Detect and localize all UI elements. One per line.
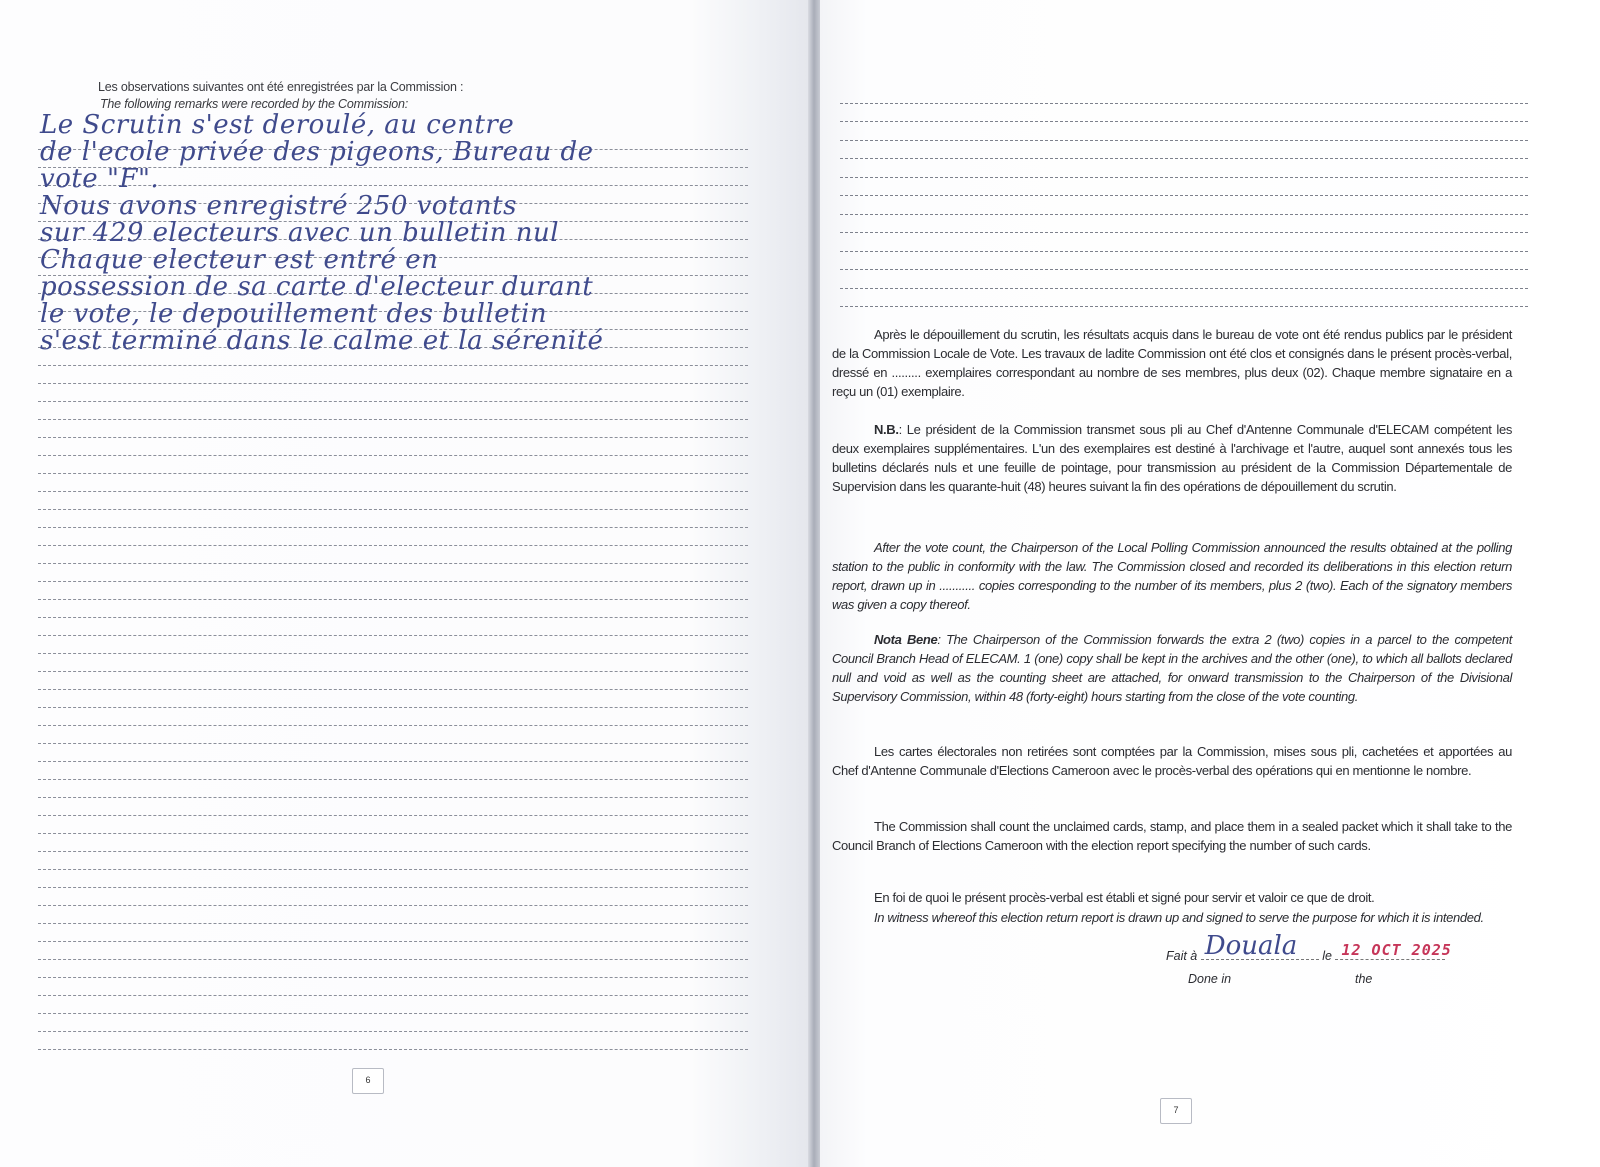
ruled-line [840, 104, 1528, 123]
paragraph-results-en: After the vote count, the Chairperson of the Local Polling Commission announced the results obtained at the polling station to the public in conformity with the law. The Commission closed and recorded its deliberations in this election return report, drawn up in ........... copies corresponding to the number of its members, plus 2 (two). Each of the signatory members was given a copy thereof. [832, 540, 1512, 612]
remarks-heading-fr: Les observations suivantes ont été enregistrées par la Commission : [98, 80, 464, 94]
ruled-line [840, 159, 1528, 178]
ruled-line [38, 618, 748, 636]
ruled-line [38, 672, 748, 690]
ruled-line [38, 690, 748, 708]
ruled-line [38, 726, 748, 744]
ruled-line [38, 510, 748, 528]
paragraph-witness-en: In witness whereof this election return report is drawn up and signed to serve the purpose for which it is intended. [874, 910, 1484, 925]
handwritten-line: Nous avons enregistré 250 votants [40, 191, 517, 221]
ruled-line [38, 708, 748, 726]
date-stamp: 12 OCT 2025 [1341, 941, 1452, 959]
ruled-line [38, 942, 748, 960]
fait-a-label: Fait à [1166, 949, 1198, 963]
ruled-line [840, 122, 1528, 141]
ruled-line [840, 215, 1528, 234]
ruled-line [840, 196, 1528, 215]
book-gutter [808, 0, 820, 1167]
ruled-line [840, 141, 1528, 160]
ruled-line [38, 870, 748, 888]
ruled-line [38, 420, 748, 438]
ruled-line [38, 456, 748, 474]
ruled-line [38, 528, 748, 546]
date-field [1335, 941, 1452, 960]
paragraph-cards-fr: Les cartes électorales non retirées sont comptées par la Commission, mises sous pli, cachetées et apportées au Chef d'Antenne Communale d'Elections Cameroon avec le procès-verbal des opérations qui en mentionne le nombre. [832, 744, 1512, 778]
right-ruled-lines [840, 85, 1528, 307]
handwritten-line: sur 429 electeurs avec un bulletin nul [40, 218, 560, 248]
ruled-line [38, 960, 748, 978]
ruled-line [38, 582, 748, 600]
ruled-line [38, 438, 748, 456]
page-number-right: 7 [1160, 1098, 1192, 1124]
ruled-line [38, 762, 748, 780]
ruled-line [38, 1032, 748, 1050]
ruled-line [38, 384, 748, 402]
paragraph-nota-bene-en: Nota Bene: The Chairperson of the Commission forwards the extra 2 (two) copies in a parcel to the competent Council Branch Head of ELECAM. 1 (one) copy shall be kept in the archives and the other (one), to which all ballots declared null and void as well as the counting sheet are attached, for onward transmission to the Chairperson of the Divisional Supervisory Commission, within 48 (forty-eight) hours starting from the close of the vote counting. [832, 632, 1512, 704]
ruled-line [38, 402, 748, 420]
handwritten-line: s'est terminé dans le calme et la sérenité [40, 326, 604, 356]
ruled-line [38, 744, 748, 762]
le-label: le [1322, 949, 1332, 963]
ruled-line [840, 233, 1528, 252]
ruled-line [38, 474, 748, 492]
paragraph-cards-en: The Commission shall count the unclaimed cards, stamp, and place them in a sealed packet which it shall take to the Council Branch of Elections Cameroon with the election report specifying the number of such cards. [832, 819, 1512, 853]
ruled-line [38, 978, 748, 996]
paragraph-witness-fr: En foi de quoi le présent procès-verbal est établi et signé pour servir et valoir ce que de droit. [874, 890, 1375, 905]
ruled-line [38, 834, 748, 852]
ruled-line [38, 600, 748, 618]
ruled-line [840, 252, 1528, 271]
ruled-line [38, 924, 748, 942]
ruled-line [38, 816, 748, 834]
handwritten-line: le vote, le depouillement des bulletin [40, 299, 548, 329]
handwritten-line: de l'ecole privée des pigeons, Bureau de [40, 137, 594, 167]
handwritten-remarks [40, 112, 760, 355]
city-field [1201, 931, 1319, 961]
handwritten-line: Chaque electeur est entré en [40, 245, 439, 275]
ruled-line [840, 289, 1528, 308]
city-handwritten: Douala [1204, 931, 1298, 961]
ruled-line [38, 906, 748, 924]
ruled-line [38, 888, 748, 906]
ruled-line [38, 366, 748, 384]
handwritten-line: vote "F". [40, 164, 160, 194]
done-in-label: Done in [1188, 972, 1232, 986]
ruled-line [38, 654, 748, 672]
signature-row [1166, 931, 1452, 963]
ruled-line [38, 1014, 748, 1032]
ruled-line [840, 85, 1528, 104]
ruled-line [840, 178, 1528, 197]
paragraph-results-fr: Après le dépouillement du scrutin, les résultats acquis dans le bureau de vote ont été rendus publics par le président de la Commission Locale de Vote. Les travaux de ladite Commission ont été clos et consignés dans le présent procès-verbal, dressé en ......... exemplaires correspondant au nombre de ses membres, plus deux (02). Chaque membre signataire en a reçu un (01) exemplaire. [832, 327, 1512, 399]
ruled-line [38, 798, 748, 816]
ruled-line [38, 996, 748, 1014]
ruled-line [38, 636, 748, 654]
ruled-line [38, 852, 748, 870]
handwritten-line: possession de sa carte d'electeur durant [40, 272, 594, 302]
remarks-heading-en: The following remarks were recorded by the Commission: [100, 97, 409, 111]
ruled-line [840, 270, 1528, 289]
ruled-line [38, 546, 748, 564]
ruled-line [38, 564, 748, 582]
the-label: the [1355, 972, 1373, 986]
paragraph-nb-fr: N.B.: Le président de la Commission transmet sous pli au Chef d'Antenne Communale d'ELECAM compétent les deux exemplaires supplémentaires. L'un des exemplaires est destiné à l'archivage et l'autre, auquel sont annexés tous les bulletins déclarés nuls et une feuille de pointage, pour transmission au président de la Commission Départementale de Supervision dans les quarante-huit (48) heures suivant la fin des opérations de dépouillement du scrutin. [832, 422, 1512, 494]
ruled-line [38, 780, 748, 798]
ruled-line [38, 492, 748, 510]
page-number-left: 6 [352, 1068, 384, 1094]
handwritten-line: Le Scrutin s'est deroulé, au centre [40, 110, 515, 140]
